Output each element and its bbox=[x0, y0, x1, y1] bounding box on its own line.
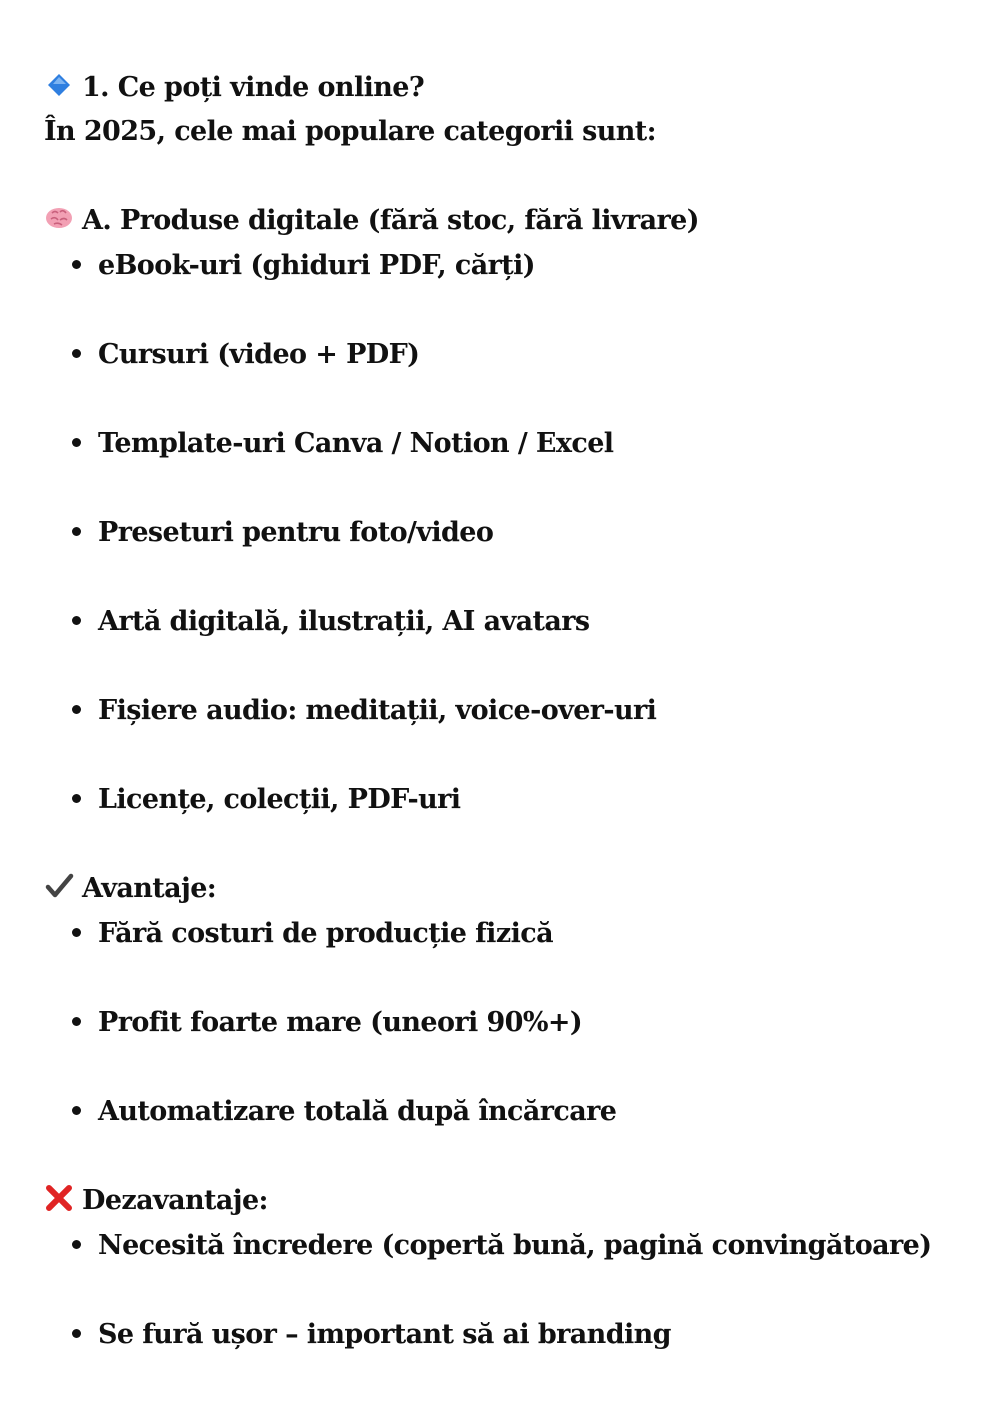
bullet-icon bbox=[72, 1329, 81, 1338]
digital-products-heading bbox=[44, 203, 699, 239]
disadvantages-heading bbox=[44, 1183, 268, 1219]
bullet-icon bbox=[72, 794, 81, 803]
list-item-text: Template-uri Canva / Notion / Excel bbox=[98, 428, 614, 459]
list-item bbox=[72, 515, 493, 551]
section-title-text: 1. Ce poți vinde online? bbox=[82, 72, 425, 103]
list-item-text: Profit foarte mare (uneori 90%+) bbox=[98, 1007, 583, 1038]
list-item-text: Fișiere audio: meditații, voice-over-uri bbox=[98, 695, 657, 726]
list-item bbox=[72, 604, 590, 640]
list-item bbox=[72, 248, 535, 284]
bullet-icon bbox=[72, 616, 81, 625]
list-item-text: Artă digitală, ilustrații, AI avatars bbox=[98, 606, 590, 637]
list-item-text: Preseturi pentru foto/video bbox=[98, 517, 494, 548]
bullet-icon bbox=[72, 928, 81, 937]
list-item-text: Necesită încredere (copertă bună, pagină convingătoare) bbox=[98, 1230, 932, 1261]
red-cross-icon bbox=[44, 1183, 74, 1213]
disadvantages-heading-text: Dezavantaje: bbox=[82, 1185, 268, 1216]
blue-diamond-icon bbox=[44, 70, 74, 100]
list-item-text: Se fură ușor – important să ai branding bbox=[98, 1319, 671, 1350]
list-item-text: Licențe, colecții, PDF-uri bbox=[98, 784, 461, 815]
bullet-icon bbox=[72, 527, 81, 536]
list-item-text: eBook-uri (ghiduri PDF, cărți) bbox=[98, 250, 535, 281]
list-item-text: Fără costuri de producție fizică bbox=[98, 918, 553, 949]
list-item bbox=[72, 337, 419, 373]
list-item bbox=[72, 916, 553, 952]
list-item bbox=[72, 1005, 582, 1041]
digital-products-heading-text: A. Produse digitale (fără stoc, fără livrare) bbox=[82, 205, 699, 236]
bullet-icon bbox=[72, 705, 81, 714]
check-mark-icon bbox=[44, 871, 74, 901]
list-item-text: Automatizare totală după încărcare bbox=[98, 1096, 617, 1127]
section-intro: În 2025, cele mai populare categorii sunt: bbox=[44, 116, 657, 147]
list-item bbox=[72, 1094, 616, 1130]
bullet-icon bbox=[72, 1240, 81, 1249]
list-item bbox=[72, 1228, 931, 1264]
advantages-heading bbox=[44, 871, 216, 907]
list-item-text: Cursuri (video + PDF) bbox=[98, 339, 420, 370]
brain-icon bbox=[44, 203, 74, 233]
bullet-icon bbox=[72, 1017, 81, 1026]
bullet-icon bbox=[72, 438, 81, 447]
list-item bbox=[72, 693, 656, 729]
advantages-heading-text: Avantaje: bbox=[82, 873, 217, 904]
list-item bbox=[72, 782, 460, 818]
bullet-icon bbox=[72, 260, 81, 269]
bullet-icon bbox=[72, 349, 81, 358]
section-title bbox=[44, 70, 424, 106]
bullet-icon bbox=[72, 1106, 81, 1115]
list-item bbox=[72, 1317, 671, 1353]
list-item bbox=[72, 426, 613, 462]
